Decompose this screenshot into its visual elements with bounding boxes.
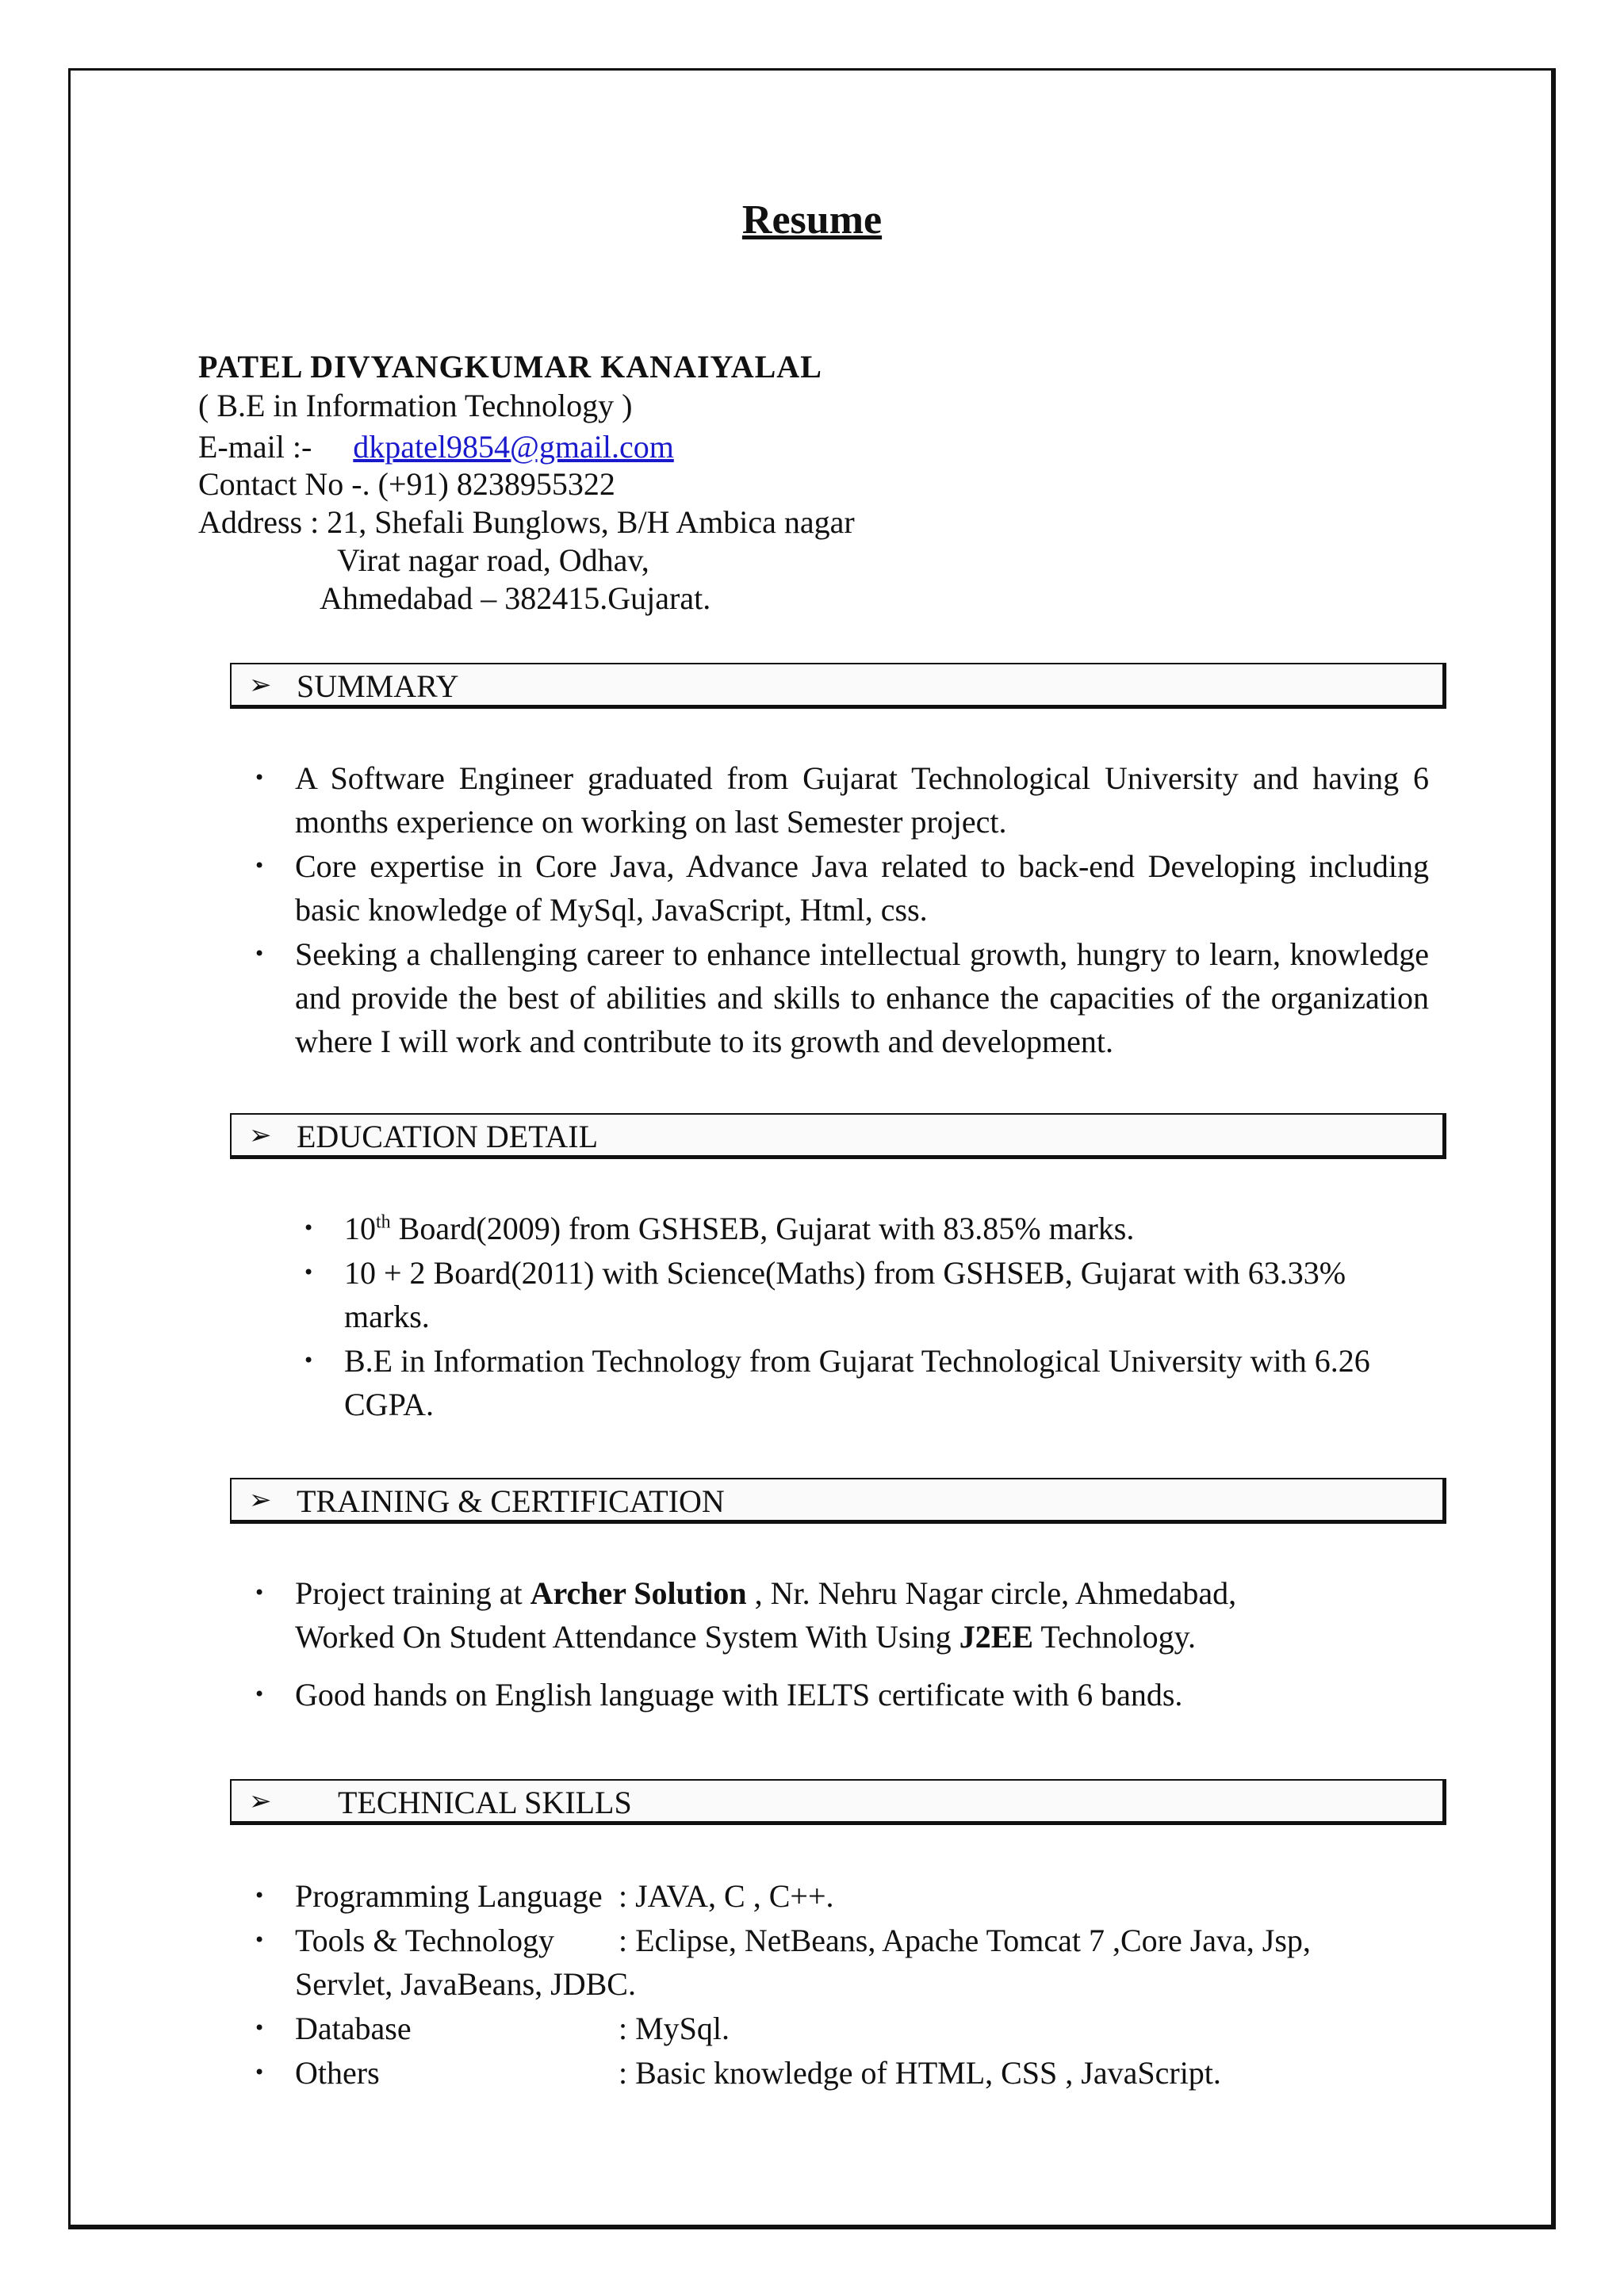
list-item: • 10th Board(2009) from GSHSEB, Gujarat with 83.85% marks. xyxy=(344,1207,1399,1250)
list-item: • B.E in Information Technology from Gujarat Technological University with 6.26 CGPA. xyxy=(344,1339,1399,1426)
bullet-icon: • xyxy=(254,767,266,789)
email-row xyxy=(198,429,674,465)
list-item: • Core expertise in Core Java, Advance Java related to back-end Developing including basic knowledge of MySql, JavaScript, Html, css. xyxy=(295,844,1429,932)
bullet-icon: • xyxy=(254,1582,266,1604)
skill-key: Programming Language xyxy=(295,1878,603,1914)
list-item xyxy=(254,2007,1429,2050)
list-item xyxy=(254,2051,1429,2095)
skill-value: : Eclipse, NetBeans, Apache Tomcat 7 ,Core Java, Jsp, xyxy=(619,1923,1311,1958)
bullet-icon: • xyxy=(254,1929,266,1951)
bullet-icon: • xyxy=(254,943,266,965)
list-item: • Seeking a challenging career to enhance intellectual growth, hungry to learn, knowledge and provide the best of abilities and skills to enhance the capacities of the organization where I will work and contribute to its growth and development. xyxy=(295,932,1429,1063)
contact-number: Contact No -. (+91) 8238955322 xyxy=(198,466,615,502)
section-title: TRAINING & CERTIFICATION xyxy=(297,1483,725,1519)
skill-value: : JAVA, C , C++. xyxy=(619,1878,834,1914)
list-item xyxy=(254,1874,1429,1918)
address-line: Ahmedabad – 382415.Gujarat. xyxy=(320,580,711,616)
address-line: 21, Shefali Bunglows, B/H Ambica nagar xyxy=(327,504,855,540)
bullet-icon: • xyxy=(254,1885,266,1907)
training-list xyxy=(254,1571,1429,1717)
email-link[interactable]: dkpatel9854@gmail.com xyxy=(353,429,674,465)
section-title: SUMMARY xyxy=(297,668,459,704)
candidate-degree: ( B.E in Information Technology ) xyxy=(198,388,633,423)
skill-key: Tools & Technology xyxy=(295,1923,554,1958)
bullet-icon: • xyxy=(254,2017,266,2039)
list-item: • 10 + 2 Board(2011) with Science(Maths) from GSHSEB, Gujarat with 63.33% marks. xyxy=(344,1251,1399,1338)
list-item xyxy=(254,1919,1429,2006)
section-header-training xyxy=(230,1478,1446,1524)
page-title: Resume xyxy=(741,197,883,243)
address-label: Address : xyxy=(198,504,320,540)
address-line: Virat nagar road, Odhav, xyxy=(337,542,649,578)
bullet-icon: • xyxy=(303,1261,315,1284)
section-title: TECHNICAL SKILLS xyxy=(338,1785,632,1820)
list-item: • A Software Engineer graduated from Gujarat Technological University and having 6 months experience on working on last Semester project. xyxy=(295,756,1429,844)
arrow-bullet-icon: ➢ xyxy=(249,1484,272,1516)
list-item: • Project training at Archer Solution , Nr. Nehru Nagar circle, Ahmedabad, Worked On Student Attendance System With Using J2EE Technology. xyxy=(295,1571,1429,1659)
education-list xyxy=(303,1207,1399,1427)
skill-key: Others xyxy=(295,2055,380,2091)
section-header-skills xyxy=(230,1779,1446,1825)
skill-key: Database xyxy=(295,2011,412,2046)
skill-value: : MySql. xyxy=(619,2011,730,2046)
arrow-bullet-icon: ➢ xyxy=(249,669,272,701)
section-title: EDUCATION DETAIL xyxy=(297,1119,599,1154)
section-header-education xyxy=(230,1113,1446,1159)
bullet-icon: • xyxy=(254,1683,266,1705)
section-header-summary xyxy=(230,663,1446,709)
list-item: • Good hands on English language with IELTS certificate with 6 bands. xyxy=(295,1673,1429,1716)
bullet-icon: • xyxy=(254,855,266,877)
bullet-icon: • xyxy=(303,1217,315,1239)
address-row xyxy=(198,504,855,541)
summary-list xyxy=(254,756,1429,1064)
skills-list xyxy=(254,1874,1429,2095)
arrow-bullet-icon: ➢ xyxy=(249,1785,272,1817)
bullet-icon: • xyxy=(254,2061,266,2084)
skill-value-continued: Servlet, JavaBeans, JDBC. xyxy=(295,1966,636,2002)
arrow-bullet-icon: ➢ xyxy=(249,1119,272,1151)
email-label: E-mail :- xyxy=(198,429,312,465)
skill-value: : Basic knowledge of HTML, CSS , JavaScript. xyxy=(619,2055,1221,2091)
candidate-name: PATEL DIVYANGKUMAR KANAIYALAL xyxy=(198,349,822,385)
bullet-icon: • xyxy=(303,1349,315,1372)
